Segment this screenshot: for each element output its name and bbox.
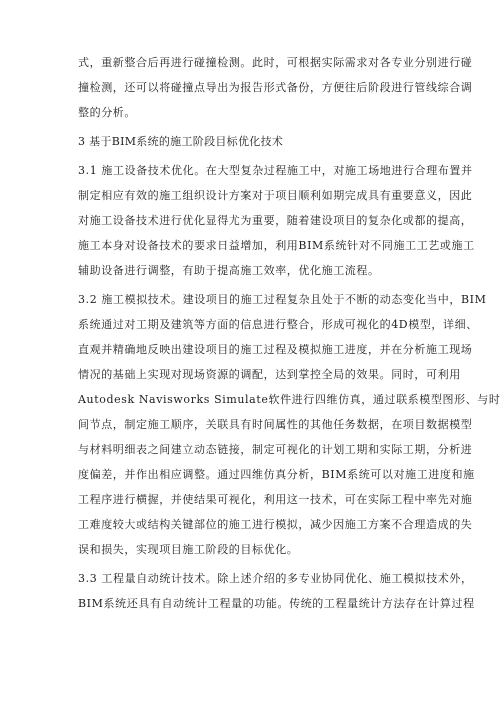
text-line: 工难度较大或结构关键部位的施工进行模拟，减少因施工方案不合理造成的失 <box>78 518 473 531</box>
text-line: 系统通过对工期及建筑等方面的信息进行整合，形成可视化的4D模型，详细、 <box>78 318 478 331</box>
text-line: 对施工设备技术进行优化显得尤为重要，随着建设项目的复杂化或都的提高， <box>78 214 473 227</box>
text-line: 制定相应有效的施工组织设计方案对于项目顺利如期完成具有重要意义，因此 <box>78 189 473 202</box>
text-line: 直观并精确地反映出建设项目的施工过程及模拟施工进度，并在分析施工现场 <box>78 343 473 356</box>
section-heading: 3 基于BIM系统的施工阶段目标优化技术 <box>78 135 284 148</box>
text-line: 与材料明细表之间建立动态链接，制定可视化的计划工期和实际工期，分析进 <box>78 443 473 456</box>
text-line: 3.1 施工设备技术优化。在大型复杂过程施工中，对施工场地进行合理布置并 <box>78 164 473 177</box>
text-line: 间节点，制定施工顺序，关联具有时间属性的其他任务数据，在项目数据模型 <box>78 418 473 431</box>
text-line: BIM系统还具有自动统计工程量的功能。传统的工程量统计方法存在计算过程 <box>78 597 475 610</box>
body-text <box>78 56 500 622</box>
text-line: Autodesk Navisworks Simulate软件进行四维仿真，通过联系模型图形、与时 <box>78 393 500 406</box>
text-line: 3.2 施工模拟技术。建设项目的施工过程复杂且处于不断的动态变化当中，BIM <box>78 293 487 306</box>
text-line: 式，重新整合后再进行碰撞检测。此时，可根据实际需求对各专业分别进行碰 <box>78 56 473 69</box>
text-line: 误和损失，实现项目施工阶段的目标优化。 <box>78 543 299 556</box>
text-line: 施工本身对设备技术的要求日益增加，利用BIM系统针对不同施工工艺或施工 <box>78 239 475 252</box>
text-line: 整的分析。 <box>78 106 136 119</box>
document-page <box>78 56 500 622</box>
text-line: 辅助设备进行调整，有助于提高施工效率，优化施工流程。 <box>78 264 380 277</box>
text-line: 度偏差，并作出相应调整。通过四维仿真分析，BIM系统可以对施工进度和施 <box>78 468 475 481</box>
text-line: 3.3 工程量自动统计技术。除上述介绍的多专业协同优化、施工模拟技术外， <box>78 572 473 585</box>
text-line: 工程序进行横握，并使结果可视化，利用这一技术，可在实际工程中率先对施 <box>78 493 473 506</box>
text-line: 情况的基础上实现对现场资源的调配，达到掌控全局的效果。同时，可利用 <box>78 368 461 381</box>
text-line: 撞检测，还可以将碰撞点导出为报告形式备份，方便往后阶段进行管线综合调 <box>78 81 473 94</box>
